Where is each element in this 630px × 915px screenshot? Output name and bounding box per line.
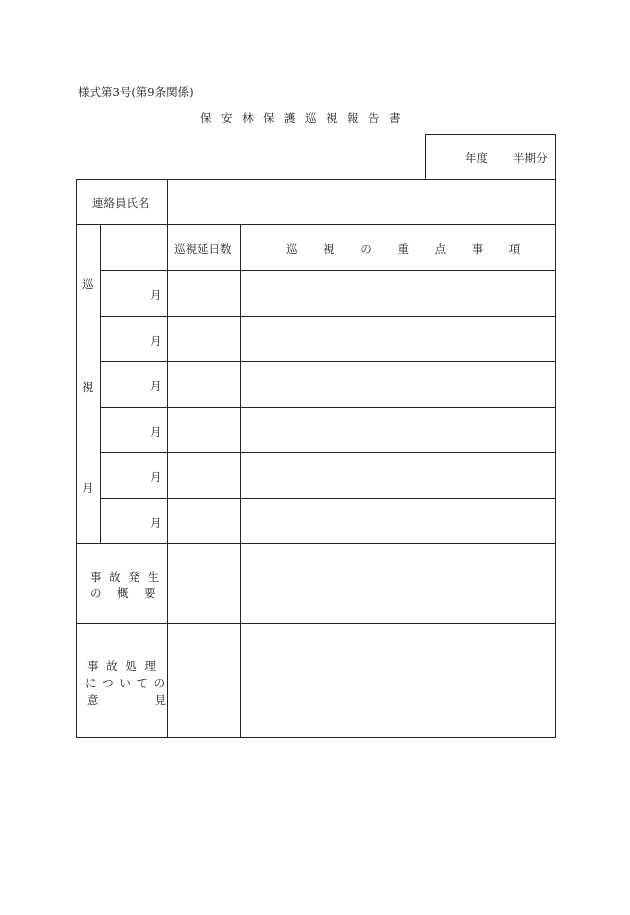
- focus-items-field[interactable]: [241, 317, 555, 361]
- month-field[interactable]: [101, 499, 167, 543]
- year-label: 年度: [465, 151, 488, 165]
- patrol-days-field[interactable]: [168, 408, 240, 452]
- half-period-label: 半期分: [513, 151, 548, 165]
- month-field[interactable]: [101, 408, 167, 452]
- focus-items-header: 巡 視 の 重 点 事 項: [286, 242, 521, 256]
- patrol-days-field[interactable]: [168, 362, 240, 407]
- patrol-days-field[interactable]: [168, 271, 240, 316]
- incident-summary-label-line2: の 概 要: [90, 586, 158, 600]
- patrol-days-field[interactable]: [168, 453, 240, 498]
- month-label: 月: [150, 379, 162, 393]
- month-label: 月: [150, 425, 162, 439]
- form-number: 様式第3号(第9条関係): [78, 85, 194, 99]
- month-label: 月: [150, 334, 162, 348]
- incident-summary-field-b[interactable]: [241, 544, 555, 623]
- incident-summary-field-a[interactable]: [168, 544, 240, 623]
- liaison-name-field[interactable]: [168, 180, 555, 224]
- incident-opinion-label-line1: 事 故 処 理: [87, 659, 158, 673]
- focus-items-field[interactable]: [241, 271, 555, 316]
- incident-summary-label-line1: 事 故 発 生: [90, 570, 161, 584]
- incident-opinion-field-a[interactable]: [168, 624, 240, 737]
- month-field[interactable]: [101, 317, 167, 361]
- patrol-days-field[interactable]: [168, 499, 240, 543]
- month-label: 月: [150, 288, 162, 302]
- focus-items-field[interactable]: [241, 408, 555, 452]
- focus-items-field[interactable]: [241, 453, 555, 498]
- month-label: 月: [150, 470, 162, 484]
- liaison-name-label: 連絡員氏名: [92, 196, 150, 210]
- incident-opinion-label-line3: 意 見: [87, 693, 168, 707]
- month-field[interactable]: [101, 362, 167, 407]
- focus-items-field[interactable]: [241, 499, 555, 543]
- side-char-patrol-3: 月: [82, 481, 94, 495]
- document-title: 保安林保護巡視報告書: [200, 111, 410, 125]
- month-field[interactable]: [101, 453, 167, 498]
- side-char-patrol-1: 巡: [82, 277, 94, 291]
- incident-opinion-label-line2: に つ い て の: [85, 676, 167, 690]
- patrol-days-header: 巡視延日数: [174, 242, 232, 256]
- patrol-days-field[interactable]: [168, 317, 240, 361]
- incident-opinion-field-b[interactable]: [241, 624, 555, 737]
- focus-items-field[interactable]: [241, 362, 555, 407]
- month-label: 月: [150, 516, 162, 530]
- side-char-patrol-2: 視: [82, 380, 94, 394]
- month-field[interactable]: [101, 271, 167, 316]
